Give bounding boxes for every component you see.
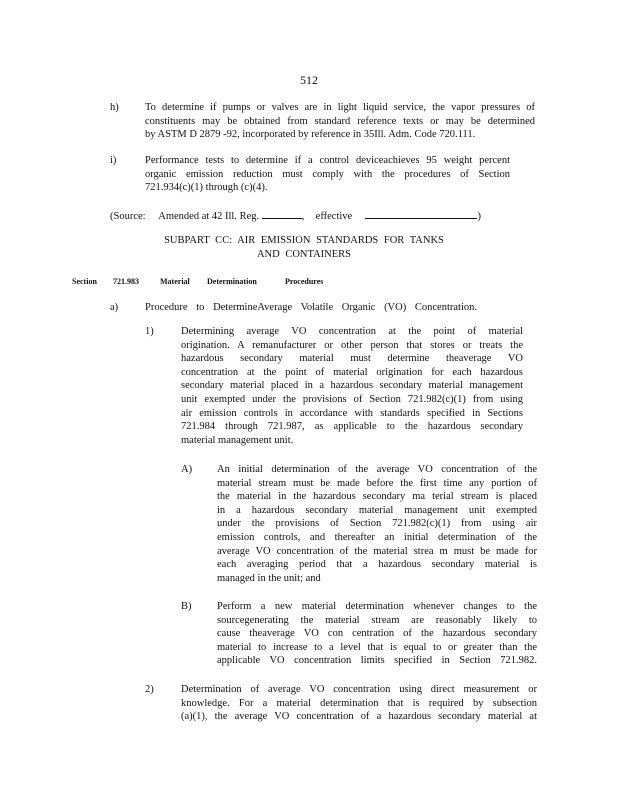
- section-number: 721.983: [113, 277, 139, 286]
- source-comma: ,: [301, 211, 305, 222]
- item-B-label: B): [181, 601, 192, 612]
- item-A-line: managed in the unit; and: [217, 572, 321, 584]
- item-a-text: [145, 301, 477, 315]
- item-1-line: concentration at the point of material origination for each hazardous: [181, 366, 523, 378]
- source-amended: Amended at 42 Ill. Reg.: [158, 211, 260, 222]
- item-2-line: Determination of average VO concentration using direct measurement or: [181, 684, 537, 695]
- section-title-word: Determination: [207, 277, 257, 286]
- item-1-text: [181, 325, 523, 447]
- item-1-line: air emission controls in accordance with standards specified in Sections: [181, 407, 523, 419]
- source-close: ): [477, 211, 481, 222]
- item-A-line: under the provisions of Section 721.982(c)(1) from using air: [217, 518, 537, 530]
- item-2-line: knowledge. For a material determination that is required by subsection: [181, 697, 537, 709]
- item-i-line: 721.934(c)(1) through (c)(4).: [145, 182, 268, 194]
- item-A-label: A): [181, 464, 193, 475]
- section-word: Section: [72, 277, 97, 286]
- item-i-text: [145, 154, 510, 195]
- item-B-line: material to increase to a level that is equal to or greater than the: [217, 641, 537, 653]
- source-effective: effective: [315, 211, 353, 222]
- section-title-word: Procedures: [285, 277, 324, 286]
- subpart-heading-line1: SUBPART CC: AIR EMISSION STANDARDS FOR TANKS: [164, 235, 444, 246]
- item-2-text: [181, 683, 537, 724]
- item-B-line: cause theaverage VO con centration of the hazardous secondary: [217, 628, 537, 640]
- item-a-line: Procedure to DetermineAverage Volatile Organic (VO) Concentration.: [145, 302, 477, 313]
- item-1-line: hazardous secondary material must determine theaverage VO: [181, 353, 523, 365]
- item-1-line: 721.984 through 721.987, as applicable to the hazardous secondary: [181, 421, 523, 433]
- item-1-line: secondary material placed in a hazardous secondary material management: [181, 380, 523, 392]
- source-prefix: (Source:: [110, 211, 146, 222]
- item-i-line: Performance tests to determine if a control deviceachieves 95 weight percent: [145, 155, 510, 166]
- item-1-label: 1): [145, 326, 154, 337]
- item-h-line: by ASTM D 2879 -92, incorporated by reference in 35Ill. Adm. Code 720.111.: [145, 129, 476, 141]
- reg-blank: [262, 208, 302, 219]
- item-a-label: a): [110, 302, 119, 313]
- item-2-label: 2): [145, 684, 154, 695]
- item-B-line: sourcegenerating the material stream are reasonably likely to: [217, 614, 537, 626]
- section-title-word: Material: [160, 277, 190, 286]
- item-1-line: origination. A remanufacturer or other person that stores or treats the: [181, 339, 523, 351]
- item-A-line: emission controls, and thereafter an initial determination of the: [217, 531, 537, 543]
- item-A-line: material stream must be made before the first time any portion of: [217, 477, 537, 489]
- item-A-text: [217, 463, 537, 585]
- item-B-text: [217, 600, 537, 668]
- item-A-line: average VO concentration of the material strea m must be made for: [217, 545, 537, 557]
- subpart-heading-line2: AND CONTAINERS: [256, 249, 352, 260]
- item-1-line: Determining average VO concentration at the point of material: [181, 326, 523, 337]
- item-h-line: constituents may be obtained from standard reference texts or may be determined: [145, 115, 535, 127]
- item-i-line: organic emission reduction must comply with the procedures of Section: [145, 168, 510, 180]
- item-A-line: each averaging period that a hazardous secondary material is: [217, 559, 537, 571]
- item-B-line: applicable VO concentration limits specified in Section 721.982.: [217, 655, 537, 667]
- page-number: 512: [300, 73, 318, 87]
- item-B-line: Perform a new material determination whenever changes to the: [217, 601, 537, 612]
- item-2-line: (a)(1), the average VO concentration of a hazardous secondary material at: [181, 711, 537, 723]
- item-A-line: in a hazardous secondary material management unit exempted: [217, 504, 537, 516]
- item-1-line: unit exempted under the provisions of Section 721.982(c)(1) from using: [181, 393, 523, 405]
- item-h-line: To determine if pumps or valves are in light liquid service, the vapor pressures of: [145, 102, 535, 113]
- source-note: [110, 208, 481, 224]
- item-h-text: [145, 101, 535, 142]
- item-A-line: the material in the hazardous secondary ma terial stream is placed: [217, 491, 537, 503]
- item-1-line: material management unit.: [181, 434, 294, 446]
- item-h-label: h): [110, 102, 119, 113]
- item-i-label: i): [110, 155, 117, 166]
- item-A-line: An initial determination of the average VO concentration of the: [217, 464, 537, 475]
- effective-blank: [365, 208, 477, 219]
